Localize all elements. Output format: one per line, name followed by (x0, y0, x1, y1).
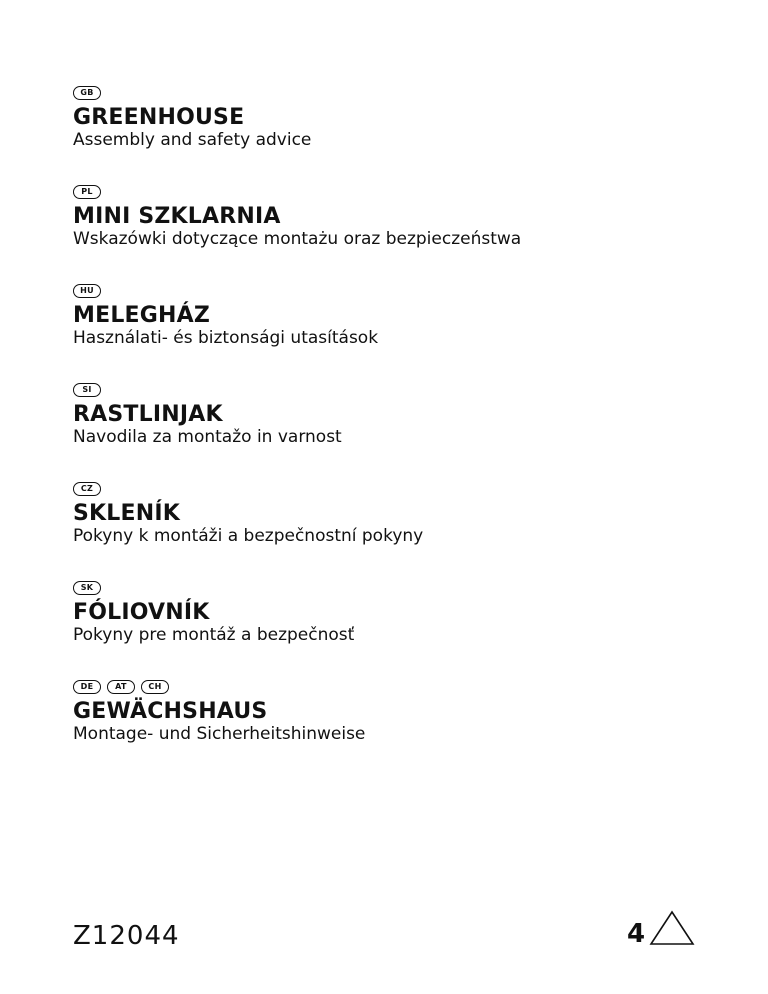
page-number: 4 (627, 919, 646, 949)
product-title: MINI SZKLARNIA (73, 204, 281, 229)
model-code: Z12044 (73, 921, 180, 951)
country-badges (73, 383, 713, 397)
product-title: RASTLINJAK (73, 402, 223, 427)
country-badge: HU (73, 284, 101, 298)
country-badge: DE (73, 680, 101, 694)
country-badges (73, 482, 713, 496)
language-section-gb (73, 86, 713, 150)
country-badge: CZ (73, 482, 101, 496)
country-badges (73, 284, 713, 298)
country-badge: SK (73, 581, 101, 595)
product-subtitle: Wskazówki dotyczące montażu oraz bezpieczeństwa (73, 229, 522, 249)
product-subtitle: Használati- és biztonsági utasítások (73, 328, 379, 348)
language-section-cz (73, 482, 713, 546)
product-title: GEWÄCHSHAUS (73, 699, 268, 724)
language-section-de-at-ch (73, 680, 713, 744)
country-badges (73, 185, 713, 199)
product-subtitle: Navodila za montažo in varnost (73, 427, 342, 447)
product-title: SKLENÍK (73, 501, 180, 526)
country-badges (73, 86, 713, 100)
country-badges (73, 680, 713, 694)
country-badge: CH (141, 680, 169, 694)
country-badge: SI (73, 383, 101, 397)
language-section-sk (73, 581, 713, 645)
product-title: FÓLIOVNÍK (73, 600, 210, 625)
triangle-outline-icon (649, 910, 695, 946)
country-badges (73, 581, 713, 595)
language-section-pl (73, 185, 713, 249)
product-subtitle: Pokyny pre montáž a bezpečnosť (73, 625, 355, 645)
country-badge: AT (107, 680, 135, 694)
country-badge: PL (73, 185, 101, 199)
language-section-si (73, 383, 713, 447)
product-title: GREENHOUSE (73, 105, 245, 130)
language-section-hu (73, 284, 713, 348)
product-title: MELEGHÁZ (73, 303, 211, 328)
product-subtitle: Assembly and safety advice (73, 130, 312, 150)
product-subtitle: Montage- und Sicherheitshinweise (73, 724, 366, 744)
country-badge: GB (73, 86, 101, 100)
product-subtitle: Pokyny k montáži a bezpečnostní pokyny (73, 526, 424, 546)
